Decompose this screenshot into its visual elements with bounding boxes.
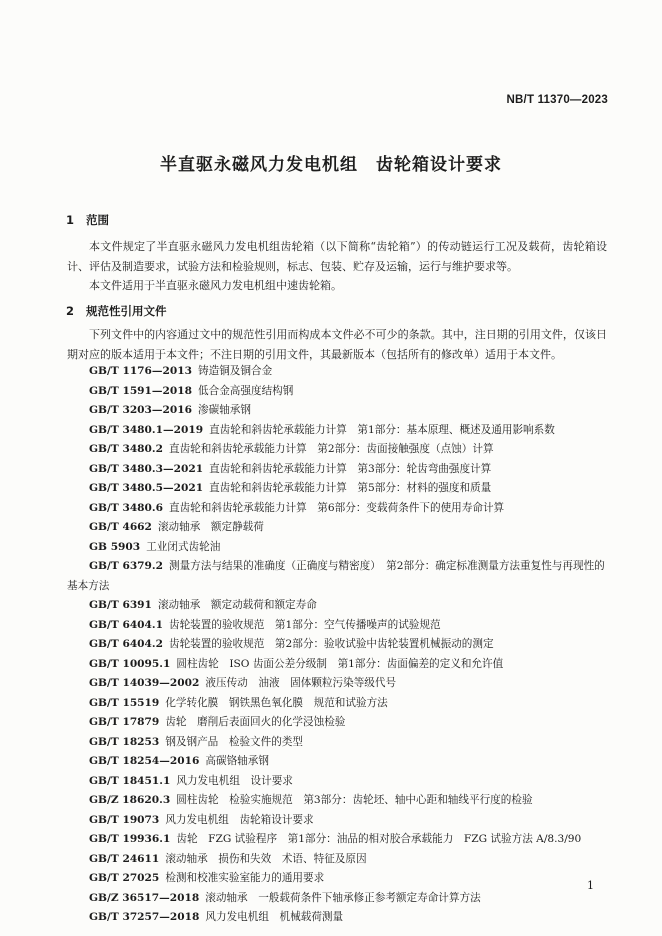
reference-item [67,811,612,831]
reference-code: GB/T 3480.2 [89,443,163,455]
reference-title: 齿轮装置的验收规范 第2部分：验收试验中齿轮装置机械振动的测定 [169,638,494,650]
reference-title: 风力发电机组 齿轮箱设计要求 [165,813,314,826]
reference-title: 直齿轮和斜齿轮承载能力计算 第5部分：材料的强度和质量 [209,482,492,494]
reference-code: GB/Z 18620.3 [89,794,171,806]
reference-title: 钢及钢产品 检验文件的类型 [165,735,304,748]
reference-title: 高碳铬轴承钢 [205,755,269,767]
reference-code: GB/T 19936.1 [89,833,171,845]
reference-title: 渗碳轴承钢 [198,404,251,416]
reference-list [67,362,612,928]
section-1-number: 1 [66,213,75,227]
reference-item [67,382,612,402]
reference-code: GB/T 6391 [89,599,152,611]
standard-number: NB/T 11370—2023 [506,94,608,106]
reference-code: GB/T 4662 [89,521,152,533]
reference-code: GB/T 14039—2002 [89,677,200,689]
reference-item [67,362,612,382]
reference-code: GB/T 6404.2 [89,638,163,650]
reference-title: 风力发电机组 机械载荷测量 [205,911,344,923]
reference-item [67,421,612,441]
reference-code: GB/T 15519 [89,696,160,709]
reference-title: 滚动轴承 额定动载荷和额定寿命 [157,599,317,611]
reference-item [67,655,612,675]
reference-title: 铸造铜及铜合金 [198,365,273,377]
reference-code: GB/T 3480.3—2021 [89,462,204,475]
reference-code: GB/T 6379.2 [89,560,163,572]
reference-code: GB/T 3480.1—2019 [89,423,204,436]
reference-item [67,616,612,636]
reference-title: 化学转化膜 钢铁黑色氧化膜 规范和试验方法 [165,696,388,709]
reference-title: 检测和校准实验室能力的通用要求 [165,872,325,884]
reference-title: 滚动轴承 一般载荷条件下轴承修正参考额定寿命计算方法 [205,891,481,904]
reference-item [67,694,612,714]
reference-code: GB/T 17879 [89,716,160,728]
reference-item [67,479,612,499]
scope-paragraph-1: 本文件规定了半直驱永磁风力发电机组齿轮箱（以下简称“齿轮箱”）的传动链运行工况及载荷，齿轮箱设计、评估及制造要求，试验方法和检验规则，标志、包装、贮存及运输，运行与维护要求等。 [67,240,607,273]
reference-title: 工业闭式齿轮油 [146,540,221,553]
reference-code: GB/T 3480.5—2021 [89,482,204,494]
reference-item [67,908,612,928]
reference-title: 滚动轴承 损伤和失效 术语、特征及原因 [165,852,367,865]
reference-code: GB 5903 [89,540,141,553]
reference-title: 齿轮 磨削后表面回火的化学浸蚀检验 [165,716,346,728]
section-2-heading [66,303,167,319]
section-1-title: 范围 [86,213,109,227]
reference-item [67,791,612,811]
reference-item [67,499,612,519]
reference-item [67,830,612,850]
reference-code: GB/T 18253 [89,735,160,748]
reference-item [67,401,612,421]
section-1-heading [66,212,109,228]
references-intro: 下列文件中的内容通过文中的规范性引用而构成本文件必不可少的条款。其中，注日期的引用文件，仅该日期对应的版本适用于本文件；不注日期的引用文件，其最新版本（包括所有的修改单）适用于本文件。 [67,328,607,361]
reference-title: 液压传动 油液 固体颗粒污染等级代号 [205,677,397,689]
reference-code: GB/T 3203—2016 [89,404,193,416]
reference-item [67,713,612,733]
reference-title: 圆柱齿轮 检验实施规范 第3部分：齿轮坯、轴中心距和轴线平行度的检验 [176,794,533,806]
reference-item [67,752,612,772]
reference-title: 滚动轴承 额定静载荷 [157,521,264,533]
reference-title: 圆柱齿轮 ISO 齿面公差分级制 第1部分：齿面偏差的定义和允许值 [176,657,504,670]
reference-item [67,557,612,596]
reference-title: 低合金高强度结构钢 [198,384,294,397]
reference-title: 风力发电机组 设计要求 [176,774,293,787]
reference-code: GB/T 1176—2013 [89,365,193,377]
reference-code: GB/T 18451.1 [89,774,171,787]
reference-item [67,460,612,480]
reference-code: GB/T 1591—2018 [89,384,193,397]
reference-item [67,869,612,889]
reference-code: GB/T 6404.1 [89,618,163,631]
reference-title: 齿轮 FZG 试验程序 第1部分：油品的相对胶合承载能力 FZG 试验方法 A/8.3/90 [176,833,582,845]
reference-title: 直齿轮和斜齿轮承载能力计算 第2部分：齿面接触强度（点蚀）计算 [169,443,494,455]
reference-title: 测量方法与结果的准确度（正确度与精密度） 第2部分：确定标准测量方法重复性与再现性的基本方法 [67,560,605,592]
reference-title: 直齿轮和斜齿轮承载能力计算 第6部分：变载荷条件下的使用寿命计算 [169,501,505,514]
document-title: 半直驱永磁风力发电机组 齿轮箱设计要求 [160,155,502,175]
reference-item [67,733,612,753]
reference-code: GB/T 3480.6 [89,501,163,514]
reference-item [67,635,612,655]
section-2-title: 规范性引用文件 [86,304,167,318]
section-2-number: 2 [66,304,75,318]
reference-item [67,440,612,460]
reference-code: GB/T 27025 [89,872,160,884]
reference-title: 齿轮装置的验收规范 第1部分：空气传播噪声的试验规范 [169,618,441,631]
reference-code: GB/T 18254—2016 [89,755,200,767]
reference-item [67,889,612,909]
reference-title: 直齿轮和斜齿轮承载能力计算 第1部分：基本原理、概述及通用影响系数 [209,423,555,436]
reference-item [67,538,612,558]
reference-item [67,772,612,792]
reference-item [67,674,612,694]
reference-item [67,518,612,538]
reference-code: GB/T 37257—2018 [89,911,200,923]
reference-code: GB/T 19073 [89,813,160,826]
reference-item [67,850,612,870]
reference-code: GB/T 24611 [89,852,160,865]
page-number: 1 [587,879,594,892]
reference-title: 直齿轮和斜齿轮承载能力计算 第3部分：轮齿弯曲强度计算 [209,462,492,475]
scope-paragraph-2: 本文件适用于半直驱永磁风力发电机组中速齿轮箱。 [89,279,342,292]
reference-code: GB/T 10095.1 [89,657,171,670]
reference-code: GB/Z 36517—2018 [89,891,200,904]
reference-item [67,596,612,616]
